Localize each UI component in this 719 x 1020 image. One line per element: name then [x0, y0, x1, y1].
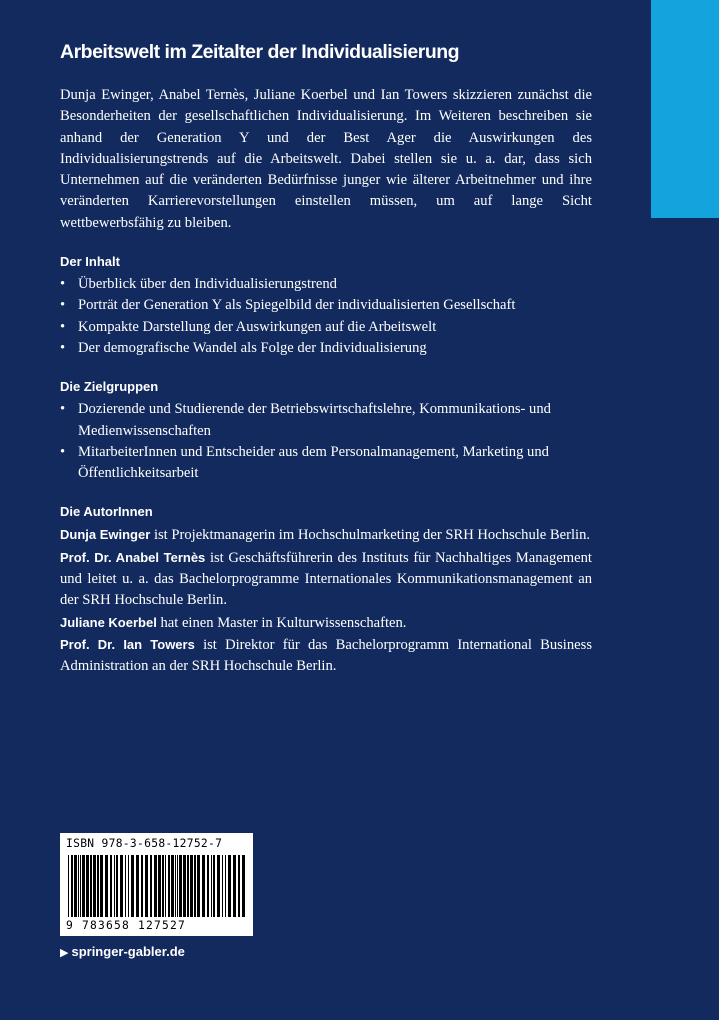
- barcode-bar: [183, 855, 186, 917]
- author-entry: [60, 547, 592, 612]
- intro-paragraph: Dunja Ewinger, Anabel Ternès, Juliane Koerbel und Ian Towers skizzieren zunächst die Besonderheiten der gesellschaftlichen Individualisierung. Im Weiteren beschreiben sie anhand der Generation Y und der Best Ager die Auswirkungen des Individualisierungstrends auf die Arbeitswelt. Dabei stellen sie u. a. dar, dass sich Unternehmen auf die veränderten Bedürfnisse junger wie älterer Arbeitnehmer und ihre veränderten Karrierevorstellungen einstellen müssen, um auf lange Sicht wettbewerbsfähig zu bleiben.: [60, 87, 592, 231]
- barcode-bar: [238, 855, 240, 917]
- barcode-bar: [116, 855, 118, 917]
- barcode-bar: [80, 855, 81, 917]
- bullet-icon: •: [60, 339, 66, 356]
- barcode-bars: [66, 855, 247, 917]
- barcode-bar: [158, 855, 161, 917]
- back-cover-text: [60, 40, 592, 678]
- barcode-bar: [125, 855, 126, 917]
- arrow-icon: ▶: [60, 947, 69, 959]
- list-item: • Dozierende und Studierende der Betriebswirtschaftslehre, Kommunikations- und Medienwissenschaften: [60, 401, 551, 439]
- author-entry: [60, 634, 592, 678]
- barcode-bar: [150, 855, 152, 917]
- barcode-bar: [86, 855, 89, 917]
- barcode-bar: [175, 855, 176, 917]
- barcode-bar: [145, 855, 148, 917]
- barcode-bar: [187, 855, 189, 917]
- author-bio: ist Direktor für das Bachelorprogramm International Business Administration an der SRH Hochschule Berlin.: [60, 636, 592, 675]
- section-inhalt: [60, 252, 592, 359]
- author-name: Juliane Koerbel: [60, 614, 157, 630]
- publisher-website[interactable]: [60, 944, 185, 959]
- author-entry: [60, 524, 592, 546]
- barcode-bar: [228, 855, 231, 917]
- barcode-bar: [141, 855, 143, 917]
- barcode-bar: [114, 855, 115, 917]
- zielgruppen-list: [60, 399, 592, 484]
- section-heading-zielgruppen: Die Zielgruppen: [60, 379, 159, 395]
- barcode-bar: [202, 855, 205, 917]
- barcode-bar: [177, 855, 178, 917]
- isbn-barcode: [60, 833, 253, 936]
- barcode-bar: [225, 855, 226, 917]
- barcode-bar: [100, 855, 103, 917]
- author-bio: hat einen Master in Kulturwissenschaften.: [156, 614, 407, 631]
- barcode-bar: [110, 855, 112, 917]
- bullet-icon: •: [60, 297, 66, 314]
- barcode-bar: [197, 855, 200, 917]
- barcode-bar: [105, 855, 108, 917]
- barcode-bar: [131, 855, 134, 917]
- isbn-label: ISBN 978-3-658-12752-7: [66, 837, 223, 850]
- barcode-bar: [90, 855, 92, 917]
- bullet-icon: •: [60, 401, 66, 418]
- barcode-bar: [179, 855, 182, 917]
- barcode-bar: [74, 855, 77, 917]
- barcode-bar: [211, 855, 212, 917]
- barcode-bar: [194, 855, 196, 917]
- author-bio: ist Projektmanagerin im Hochschulmarketing der SRH Hochschule Berlin.: [150, 527, 591, 544]
- list-item: • Der demografische Wandel als Folge der Individualisierung: [60, 338, 592, 359]
- section-autoren: [60, 502, 592, 677]
- barcode-bar: [207, 855, 209, 917]
- barcode-bar: [222, 855, 223, 917]
- accent-bar: [651, 0, 719, 218]
- barcode-bar: [136, 855, 139, 917]
- barcode-bar: [217, 855, 220, 917]
- barcode-bar: [162, 855, 164, 917]
- author-entry: [60, 612, 592, 634]
- barcode-bar: [71, 855, 73, 917]
- book-title: Arbeitswelt im Zeitalter der Individualisierung: [60, 41, 460, 63]
- inhalt-list: [60, 274, 592, 359]
- barcode-bar: [93, 855, 96, 917]
- list-item: • Kompakte Darstellung der Auswirkungen auf die Arbeitswelt: [60, 317, 592, 338]
- bullet-icon: •: [60, 443, 66, 460]
- barcode-bar: [120, 855, 123, 917]
- author-name: Prof. Dr. Anabel Ternès: [60, 549, 206, 565]
- bullet-icon: •: [60, 318, 66, 335]
- barcode-digits: 9 783658 127527: [66, 919, 187, 932]
- barcode-bar: [82, 855, 85, 917]
- section-heading-inhalt: Der Inhalt: [60, 254, 120, 270]
- barcode-bar: [233, 855, 236, 917]
- barcode-bar: [242, 855, 245, 917]
- bullet-icon: •: [60, 276, 66, 293]
- barcode-bar: [154, 855, 157, 917]
- barcode-bar: [171, 855, 174, 917]
- section-zielgruppen: [60, 377, 592, 484]
- section-heading-autoren: Die AutorInnen: [60, 504, 153, 520]
- author-bio: ist Geschäftsführerin des Instituts für Nachhaltiges Management und leitet u. a. das Bachelorprogramme Internationales Kommunikationsmanagement an der SRH Hochschule Berlin.: [60, 549, 592, 609]
- barcode-bar: [97, 855, 99, 917]
- list-item: • MitarbeiterInnen und Entscheider aus dem Personalmanagement, Marketing und Öffentlichkeitsarbeit: [60, 443, 549, 482]
- barcode-bar: [213, 855, 215, 917]
- author-name: Prof. Dr. Ian Towers: [60, 636, 195, 652]
- list-item: • Porträt der Generation Y als Spiegelbild der individualisierten Gesellschaft: [60, 295, 592, 316]
- barcode-bar: [190, 855, 193, 917]
- list-item: • Überblick über den Individualisierungstrend: [60, 274, 592, 295]
- barcode-bar: [128, 855, 129, 917]
- author-name: Dunja Ewinger: [60, 527, 151, 543]
- barcode-bar: [168, 855, 170, 917]
- barcode-bar: [78, 855, 79, 917]
- website-link[interactable]: springer-gabler.de: [71, 944, 185, 959]
- barcode-bar: [68, 855, 69, 917]
- barcode-bar: [165, 855, 166, 917]
